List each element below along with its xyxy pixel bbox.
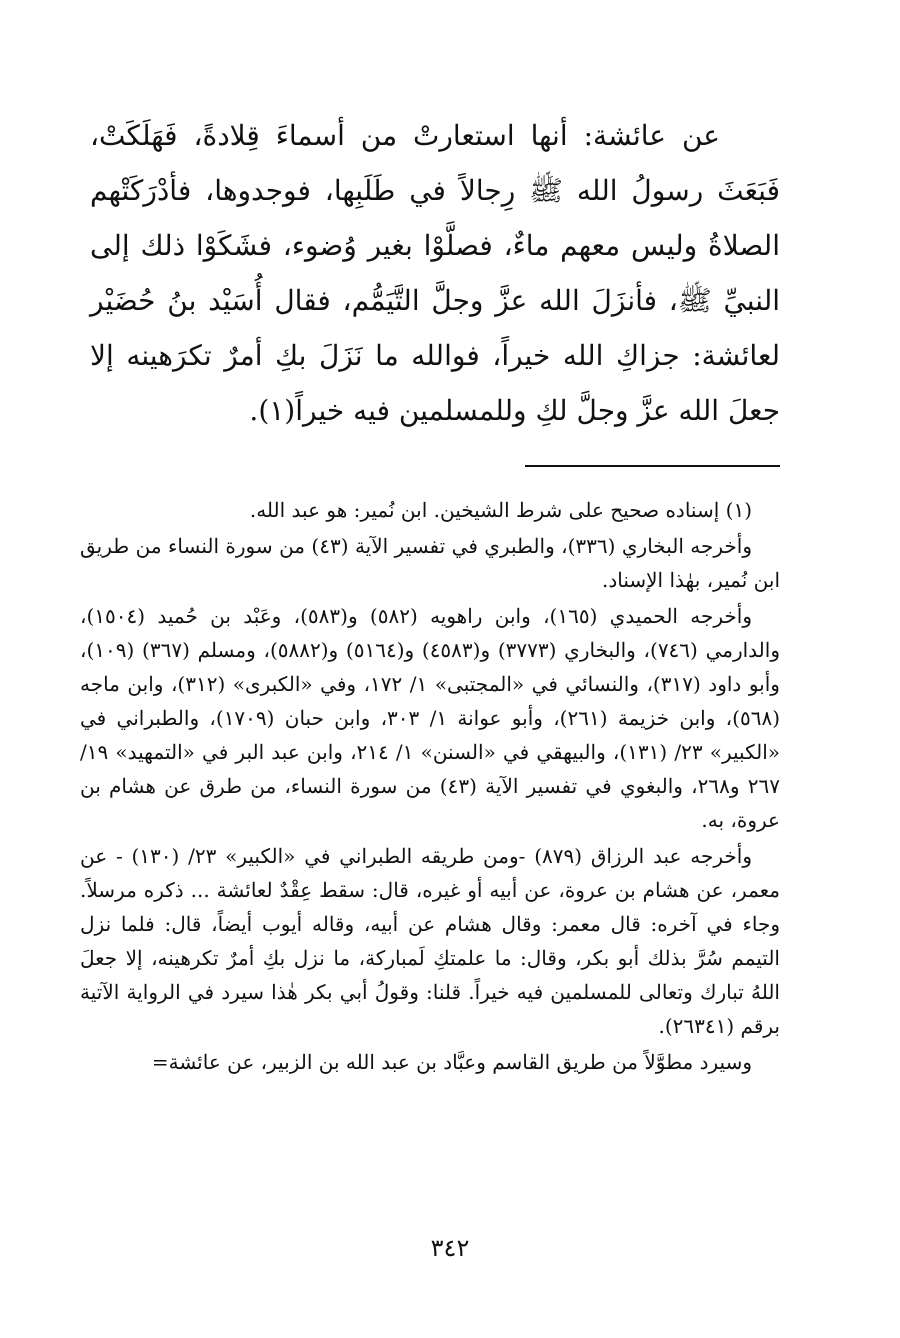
footnote-paragraph-bukhari: وأخرجه البخاري (٣٣٦)، والطبري في تفسير الآية (٤٣) من سورة النساء من طريق ابن نُمير، بهٰذا الإسناد. <box>80 534 780 592</box>
hadith-text <box>90 108 780 438</box>
footnote-paragraph-continuation: وسيرد مطوَّلاً من طريق القاسم وعبَّاد بن عبد الله بن الزبير، عن عائشة= <box>151 1050 752 1074</box>
footnote-paragraph-humaydi: وأخرجه الحميدي (١٦٥)، وابن راهويه (٥٨٢) و(٥٨٣)، وعَبْد بن حُميد (١٥٠٤)، والدارمي (٧٤٦)، والبخاري (٣٧٧٣) و(٤٥٨٣) و(٥١٦٤) و(٥٨٨٢)، ومسلم (٣٦٧) (١٠٩)، وأبو داود (٣١٧)، والنسائي في «المجتبى» ١/ ١٧٢، وفي «الكبرى» (٣١٢)، وابن ماجه (٥٦٨)، وابن خزيمة (٢٦١)، وأبو عوانة ١/ ٣٠٣، وابن حبان (١٧٠٩)، والطبراني في «الكبير» ٢٣/ (١٣١)، والبيهقي في «السنن» ١/ ٢١٤، وابن عبد البر في «التمهيد» ١٩/ ٢٦٧ و٢٦٨، والبغوي في تفسير الآية (٤٣) من سورة النساء، من طرق عن هشام بن عروة، به. <box>80 604 781 832</box>
page-number: ٣٤٢ <box>430 1234 470 1262</box>
footnotes-section <box>80 493 780 1081</box>
hadith-paragraph: عن عائشة: أنها استعارتْ من أسماءَ قِلادةً، فَهَلَكَتْ، فَبَعَثَ رسولُ الله ﷺ رِجالاً في طَلَبِها، فوجدوها، فأدْرَكَتْهم الصلاةُ وليس معهم ماءٌ، فصلَّوْا بغير وُضوء، فشَكَوْا ذلك إلى النبيِّ ﷺ، فأنزَلَ الله عزَّ وجلَّ التَّيَمُّم، فقال أُسَيْد بنُ حُضَيْر لعائشة: جزاكِ الله خيراً، فوالله ما نَزَلَ بكِ أمرٌ تكرَهينه إلا جعلَ الله عزَّ وجلَّ لكِ وللمسلمين فيه خيراً(١). <box>90 119 780 427</box>
footnote-divider <box>525 465 780 467</box>
footnote-paragraph-abdurrazzaq: وأخرجه عبد الرزاق (٨٧٩) -ومن طريقه الطبراني في «الكبير» ٢٣/ (١٣٠) - عن معمر، عن هشام بن عروة، عن أبيه أو غيره، قال: سقط عِقْدٌ لعائشة ... ذكره مرسلاً. وجاء في آخره: قال معمر: وقال هشام عن أبيه، وقاله أيوب أيضاً، قال: فلما نزل التيمم سُرَّ بذلك أبو بكر، وقال: ما علمتكِ لَمباركة، ما نزل بكِ أمرٌ تكرهينه، إلا جعلَ اللهُ تبارك وتعالى للمسلمين فيه خيراً. قلنا: وقولُ أبي بكر هٰذا سيرد في الرواية الآتية برقم (٢٦٣٤١). <box>80 844 780 1038</box>
footnote-1: (١) إسناده صحيح على شرط الشيخين. ابن نُمير: هو عبد الله. <box>249 498 752 522</box>
